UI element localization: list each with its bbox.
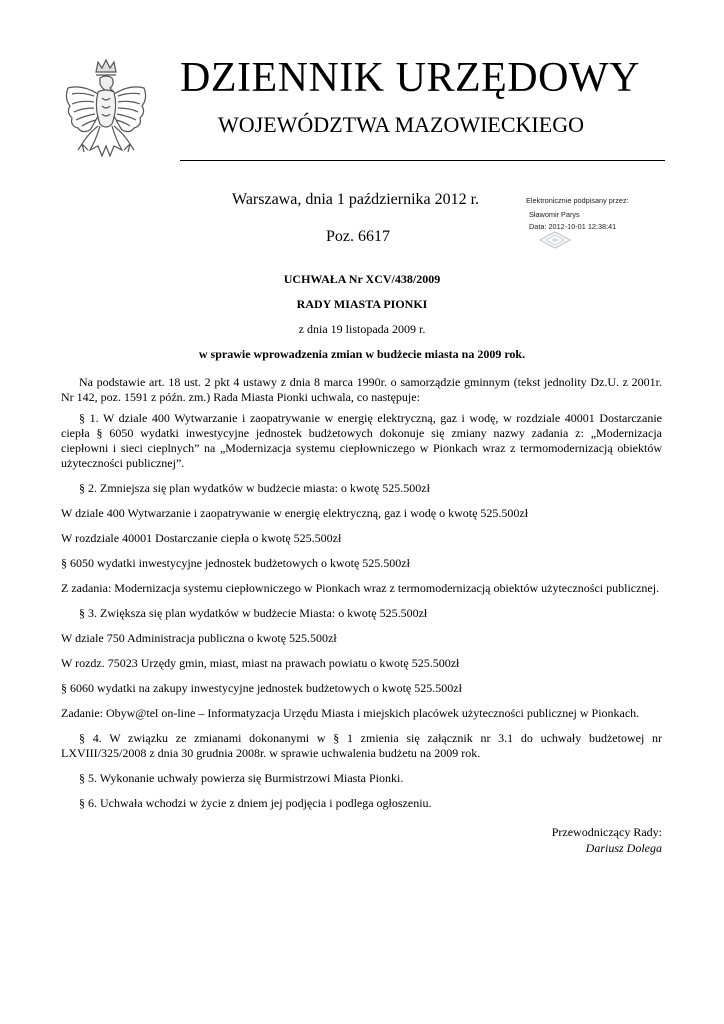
- section-6-paragraph: § 6. Uchwała wchodzi w życie z dniem jej podjęcia i podlega ogłoszeniu.: [79, 796, 432, 810]
- signature-stamp-label: Elektronicznie podpisany przez:: [526, 196, 629, 205]
- resolution-subject: w sprawie wprowadzenia zmian w budżecie miasta na 2009 rok.: [198, 347, 526, 361]
- preamble-paragraph: Na podstawie art. 18 ust. 2 pkt 4 ustawy z dnia 8 marca 1990r. o samorządzie gminnym (tekst jednolity Dz.U. z 2001r. Nr 142, poz. 1591 z późn. zm.) Rada Miasta Pionki uchwala, co następuje:: [61, 375, 662, 404]
- resolution-text: [61, 375, 662, 821]
- signature-stamp-date: Data: 2012-10-01 12:38:41: [529, 222, 617, 231]
- resolution-body: RADY MIASTA PIONKI: [296, 297, 428, 311]
- section-3-rozdzial-line: W rozdz. 75023 Urzędy gmin, miast, miast na prawach powiatu o kwotę 525.500zł: [61, 656, 460, 670]
- signature-name: Dariusz Dolega: [585, 841, 662, 855]
- resolution-number: UCHWAŁA Nr XCV/438/2009: [283, 272, 441, 286]
- signature-verified-icon: [538, 230, 572, 250]
- section-3-dzial-line: W dziale 750 Administracja publiczna o kwotę 525.500zł: [61, 631, 337, 645]
- chairman-signature: [552, 824, 662, 856]
- signature-role: Przewodniczący Rady:: [551, 825, 662, 839]
- publication-dateline: Warszawa, dnia 1 października 2012 r.: [232, 191, 480, 208]
- section-3-paragraph: § 3. Zwiększa się plan wydatków w budżecie Miasta: o kwotę 525.500zł: [79, 606, 428, 620]
- section-3-paragraf-line: § 6060 wydatki na zakupy inwestycyjne jednostek budżetowych o kwotę 525.500zł: [61, 681, 462, 695]
- signature-stamp-signer: Sławomir Parys: [529, 210, 580, 219]
- section-5-paragraph: § 5. Wykonanie uchwały powierza się Burmistrzowi Miasta Pionki.: [79, 771, 404, 785]
- electronic-signature-stamp: [524, 196, 644, 258]
- gazette-subtitle: WOJEWÓDZTWA MAZOWIECKIEGO: [218, 112, 584, 137]
- header-divider: [180, 160, 665, 161]
- resolution-date: z dnia 19 listopada 2009 r.: [298, 322, 426, 336]
- eagle-emblem-icon: [60, 58, 152, 170]
- section-4-paragraph: § 4. W związku ze zmianami dokonanymi w § 1 zmienia się załącznik nr 3.1 do uchwały budżetowej nr LXVIII/325/2008 z dnia 30 grudnia 2008r. w sprawie uchwalenia budżetu na 2009 rok.: [61, 731, 662, 760]
- section-2-paragraph: § 2. Zmniejsza się plan wydatków w budżecie miasta: o kwotę 525.500zł: [79, 481, 430, 495]
- position-number: Poz. 6617: [326, 228, 390, 245]
- section-1-paragraph: § 1. W dziale 400 Wytwarzanie i zaopatrywanie w energię elektryczną, gaz i wodę, w rozdziale 40001 Dostarczanie ciepła § 6050 wydatki inwestycyjne jednostek budżetowych dokonuje się zmiany nazwy zadania z: „Modernizacja ciepłowni i sieci cieplnych” na „Modernizacja systemu ciepłowniczego w Pionkach wraz z termomodernizacją obiektów użyteczności publicznej”.: [61, 411, 662, 470]
- section-2-task-line: Z zadania: Modernizacja systemu ciepłowniczego w Pionkach wraz z termomodernizacją obiektów użyteczności publicznej.: [61, 581, 660, 595]
- gazette-title: DZIENNIK URZĘDOWY: [180, 55, 640, 101]
- section-2-paragraf-line: § 6050 wydatki inwestycyjne jednostek budżetowych o kwotę 525.500zł: [61, 556, 410, 570]
- section-3-task-line: Zadanie: Obyw@tel on-line – Informatyzacja Urzędu Miasta i miejskich placówek użyteczności publicznej w Pionkach.: [61, 706, 640, 720]
- section-2-rozdzial-line: W rozdziale 40001 Dostarczanie ciepła o kwotę 525.500zł: [61, 531, 342, 545]
- section-2-dzial-line: W dziale 400 Wytwarzanie i zaopatrywanie w energię elektryczną, gaz i wodę o kwotę 525.500zł: [61, 506, 529, 520]
